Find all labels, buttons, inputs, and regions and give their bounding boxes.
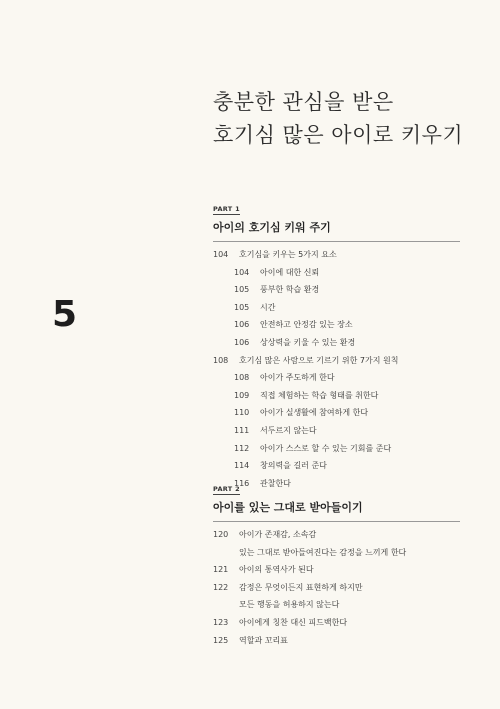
- toc-entry: [213, 614, 460, 632]
- entry-title: 아이에 대한 신뢰: [260, 267, 320, 277]
- entry-title: 호기심을 키우는 5가지 요소: [239, 250, 337, 259]
- part-label: PART 1: [213, 205, 240, 213]
- entry-title: 아이에게 칭찬 대신 피드백한다: [239, 617, 348, 627]
- toc-entry: [213, 316, 460, 334]
- toc-entry: [213, 404, 460, 422]
- page-number: 104: [234, 267, 250, 277]
- chapter-title-line-1: 충분한 관심을 받은: [213, 90, 394, 114]
- page-number: 125: [213, 635, 229, 645]
- chapter-title-line-2: 호기심 많은 아이로 키우기: [213, 123, 464, 147]
- page-number: 110: [234, 408, 250, 418]
- page-number: 123: [213, 617, 229, 627]
- entry-title: 호기심 많은 사람으로 기르기 위한 7가지 원칙: [239, 355, 399, 365]
- toc-entries: [213, 526, 460, 649]
- part-1-section: [213, 196, 460, 492]
- page-number: 108: [213, 355, 229, 365]
- entry-title: 직접 체험하는 학습 형태를 취한다: [260, 390, 379, 400]
- toc-entry: [213, 457, 460, 475]
- entry-title: 역할과 꼬리표: [239, 635, 288, 645]
- page-number: 106: [234, 320, 250, 330]
- chapter-title: [213, 86, 463, 152]
- toc-entry: [213, 422, 460, 440]
- part-2-section: [213, 476, 460, 649]
- chapter-number: 5: [52, 294, 78, 335]
- entry-title: 아이가 실생활에 참여하게 한다: [260, 408, 369, 418]
- page-number: 105: [234, 302, 250, 312]
- part-label: PART 2: [213, 485, 240, 493]
- toc-entry: [213, 281, 460, 299]
- entry-title: 관찰한다: [260, 478, 291, 488]
- toc-entry: [213, 264, 460, 282]
- entry-title: 있는 그대로 받아들여진다는 감정을 느끼게 한다: [239, 547, 407, 557]
- toc-entry: [213, 544, 460, 562]
- entry-title: 상상력을 키울 수 있는 환경: [260, 337, 356, 347]
- toc-entry: [213, 440, 460, 458]
- toc-entry: [213, 579, 460, 597]
- entry-title: 아이가 주도하게 한다: [260, 373, 335, 383]
- toc-entry: [213, 596, 460, 614]
- page-number: 111: [234, 425, 250, 435]
- entry-title: 아이가 존재감, 소속감: [239, 530, 317, 539]
- entry-title: 시간: [260, 302, 276, 312]
- entry-title: 아이가 스스로 할 수 있는 기회를 준다: [260, 443, 392, 453]
- page-number: 106: [234, 337, 250, 347]
- toc-entry: [213, 526, 460, 544]
- page-number: 109: [234, 390, 250, 400]
- entry-title: 풍부한 학습 환경: [260, 285, 320, 295]
- page-number: [213, 596, 239, 614]
- page-number: 108: [234, 373, 250, 383]
- entry-title: 서두르지 않는다: [260, 425, 317, 435]
- page-number: 114: [234, 461, 250, 471]
- page-number: 104: [213, 250, 229, 259]
- toc-entry: [213, 352, 460, 370]
- toc-entry: [213, 334, 460, 352]
- page-number: 116: [234, 478, 250, 488]
- entry-title: 감정은 무엇이든지 표현하게 하지만: [239, 582, 363, 592]
- page-number: 120: [213, 530, 229, 539]
- entry-title: 창의력을 길러 준다: [260, 461, 327, 471]
- page-number: 112: [234, 443, 250, 453]
- toc-entry: [213, 387, 460, 405]
- part-title: 아이의 호기심 키워 주기: [213, 221, 460, 242]
- toc-entry: [213, 299, 460, 317]
- toc-entry: [213, 632, 460, 650]
- entry-title: 아이의 통역사가 된다: [239, 565, 314, 575]
- page-number: 121: [213, 565, 229, 575]
- entry-title: 모든 행동을 허용하지 않는다: [239, 600, 340, 610]
- toc-entry: [213, 561, 460, 579]
- page-number: [213, 544, 239, 562]
- toc-entry: [213, 246, 460, 264]
- page-number: 105: [234, 285, 250, 295]
- part-title: 아이를 있는 그대로 받아들이기: [213, 501, 460, 522]
- toc-entries: [213, 246, 460, 492]
- entry-title: 안전하고 안정감 있는 장소: [260, 320, 353, 330]
- toc-entry: [213, 369, 460, 387]
- page-number: 122: [213, 582, 229, 592]
